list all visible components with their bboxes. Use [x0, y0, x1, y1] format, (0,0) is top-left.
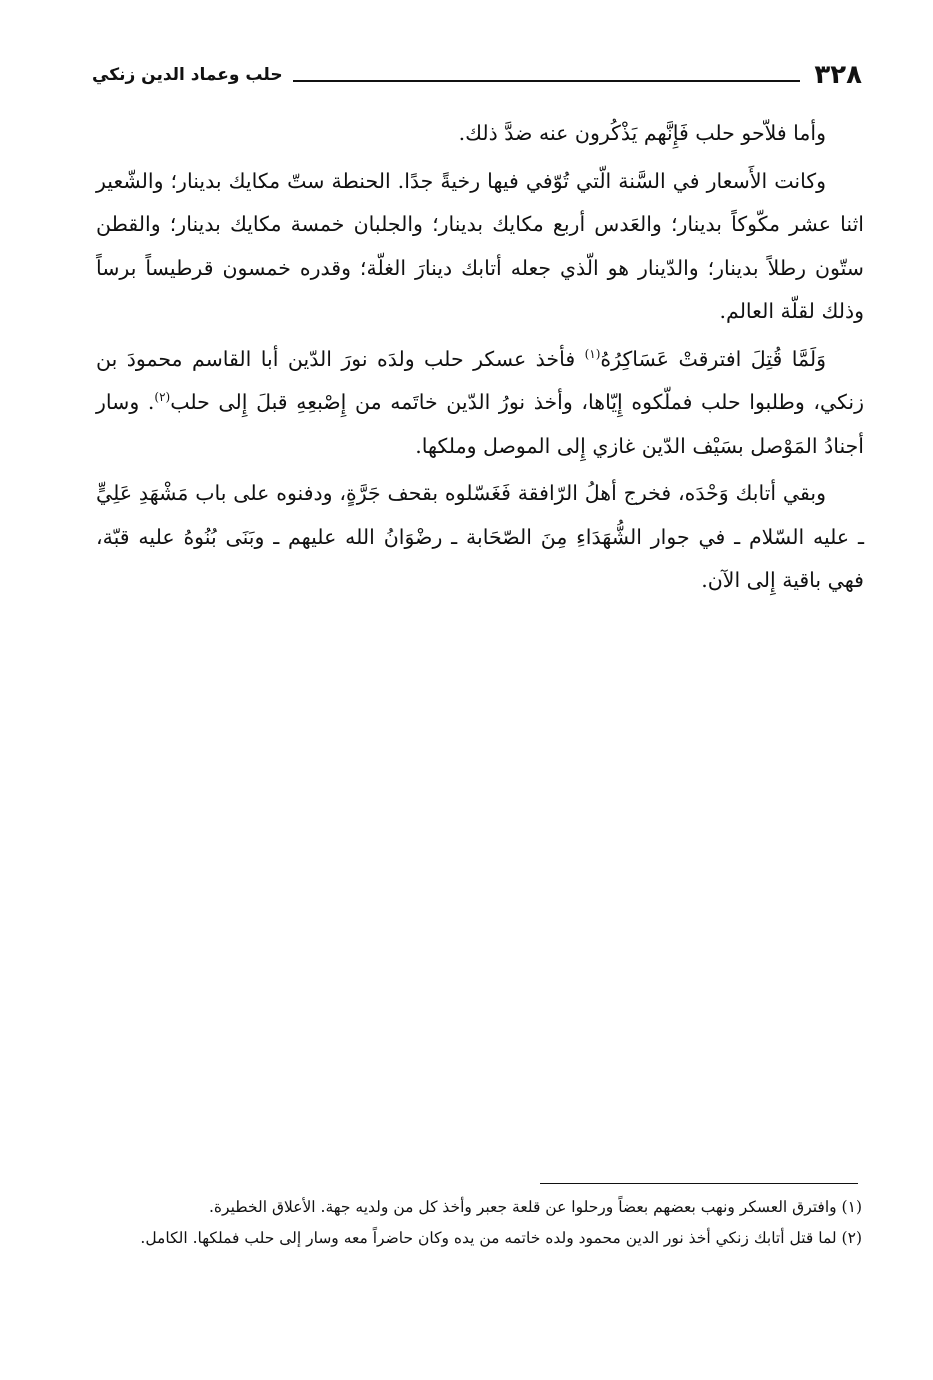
main-text	[96, 112, 864, 607]
paragraph: وأما فلاّحو حلب فَإِنَّهم يَذْكُرون عنه ضدَّ ذلك.	[458, 121, 826, 145]
footnotes	[92, 1192, 862, 1254]
paragraph	[96, 338, 864, 469]
paragraph-text: وَلَمَّا قُتِلَ افترقتْ عَسَاكِرُهُ	[600, 346, 826, 371]
footnote: (٢) لما قتل أتابك زنكي أخذ نور الدين محمود ولده خاتمه من يده وكان حاضراً معه وسار إلى حلب فملكها. الكامل.	[140, 1229, 862, 1247]
paragraph: وبقي أتابك وَحْدَه، فخرج أهلُ الرّافقة فَغَسّلوه بقحف جَرَّةٍ، ودفنوه على باب مَشْهَدِ عَلِيٍّ ـ عليه السّلام ـ في جوار الشُّهَدَاءِ مِنَ الصّحَابة ـ رضْوَانُ الله عليهم ـ وبَنَى بُنُوهُ عليه قبّة، فهي باقية إِلى الآن.	[96, 481, 864, 592]
paragraph-text: فأخذ عسكر حلب ولدَه نورَ الدّين أبا القاسم محمودَ بن زنكي، وطلبوا حلب فملّكوه إِيّاها، وأخذ نورُ الدّين خاتَمه من إِصْبعِهِ قبلَ إِلى حلب	[96, 346, 864, 414]
footnote-ref-1: (١)	[584, 346, 601, 361]
running-title: حلب وعماد الدين زنكي	[92, 65, 283, 85]
footnote: (١) وافترق العسكر ونهب بعضهم بعضاً ورحلوا عن قلعة جعبر وأخذ كل من ولديه جهة. الأعلاق الخطيرة.	[208, 1198, 862, 1216]
page-number: ٣٢٨	[814, 60, 862, 90]
header-rule	[293, 80, 801, 82]
paragraph-text: . وسار أجنادُ المَوْصل بسَيْف الدّين غازي إِلى الموصل وملكها.	[96, 390, 864, 458]
page-header	[92, 58, 862, 92]
footnote-ref-2: (٢)	[154, 390, 171, 405]
paragraph: وكانت الأَسعار في السَّنة الّتي تُوّفي فيها رخيةً جدًا. الحنطة ستّ مكايك بدينار؛ والشّعير اثنا عشر مكّوكاً بدينار؛ والعَدس أربع مكايك بدينار؛ والجلبان خمسة مكايك بدينار؛ والقطن ستّون رطلاً بدينار؛ والدّينار هو الّذي جعله أتابك دينارَ الغلّة؛ وقدره خمسون قرطيساً برساً وذلك لقلّة العالم.	[96, 168, 864, 323]
footnote-separator	[540, 1183, 858, 1184]
